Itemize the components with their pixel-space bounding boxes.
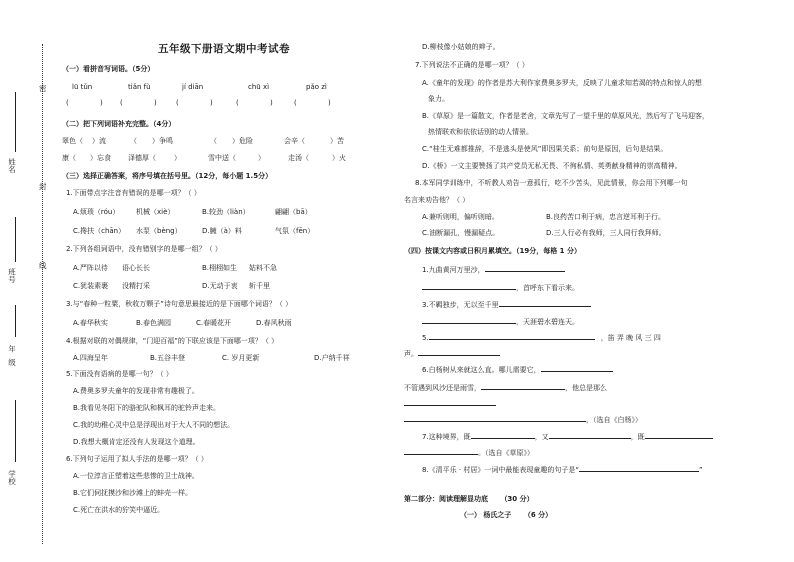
fill-7-blank-2[interactable] [549, 431, 631, 439]
q2-option-a2: 语心长长 [122, 264, 150, 272]
word-8b: ）火 [332, 154, 346, 162]
section-3-heading: （三）选择正确答案，将序号填在括号里。（12分，每小题 1.5分） [62, 172, 273, 180]
fill-5-line2-text: 声。 [404, 350, 418, 358]
fill-1-text: 1.九曲黄河万里沙， [422, 266, 485, 274]
q8-stem: 8.本军同学训练中，不听教人劝告一意孤行，吃不少苦头，见此情景，你会用下列哪一句 [415, 179, 688, 187]
label-name: 姓名 [7, 158, 17, 173]
q2-option-c2: 没精打采 [122, 282, 150, 290]
q4-option-a: A.四海呈年 [73, 354, 108, 362]
word-2b: ）争鸣 [152, 137, 173, 145]
fill-4-text: ，天涯碧水碧连天。 [516, 318, 579, 326]
q2-option-d: D.无动于衷 [202, 282, 238, 290]
q1-option-b2: 翩翩（bā） [275, 208, 312, 216]
q1-option-a2: 机械（xiè） [136, 208, 175, 216]
fill-7-ji: ，既 [630, 433, 645, 441]
q6-option-c: C.死亡在洪水的狞笑中逼近。 [73, 506, 165, 514]
word-2: （ [130, 137, 137, 145]
paren: ) [328, 99, 331, 107]
paren: ) [154, 99, 157, 107]
fill-6-line3 [404, 398, 496, 408]
fill-6-blank-2[interactable] [481, 382, 565, 390]
pinyin-5: pǎo zì [306, 83, 327, 91]
fill-6-source: ，（选自《白杨》） [586, 416, 642, 424]
q1-option-d: D.臃（à）料 [202, 227, 242, 235]
paren: ( [236, 99, 239, 107]
fill-2-text: ，首呼东下看示来。 [516, 284, 579, 292]
q8-option-d: D.三人行必有我师，三人同行我拜师。 [546, 229, 666, 237]
binding-dotted-line [42, 44, 43, 544]
q4-stem: 4.根据对联的对偶规律，“门迎百福”的下联应该是下面哪一项？（ ） [66, 337, 279, 345]
word-5b: ）忘食 [90, 154, 111, 162]
q1-option-d2: 气氛（fēn） [275, 227, 315, 235]
q8-option-b: B.良药苦口利于病，忠言逆耳利于行。 [546, 213, 666, 221]
label-class-number: 班号 [7, 268, 17, 283]
word-3b: ）危险 [232, 137, 253, 145]
seal-char-1: 密 [39, 84, 47, 93]
word-6b: ） [174, 154, 181, 162]
fill-7 [422, 431, 713, 441]
passage-1-score: （6 分） [523, 511, 553, 519]
fill-6-mid: ，他总是那么 [565, 384, 607, 392]
q2-option-b: B.栩栩如生 [202, 264, 238, 272]
paren: ) [100, 99, 103, 107]
q5-option-d: D.我想大概肯定还没有人发现这个道理。 [73, 438, 200, 446]
paren: ( [120, 99, 123, 107]
part-2-heading-text: 第二部分：阅读理解显功底 [404, 495, 488, 503]
word-7b: ） [258, 154, 265, 162]
q1-option-a: A.烦琐（róu） [73, 208, 120, 216]
fill-8 [422, 464, 703, 474]
word-3: （ [210, 137, 217, 145]
q8-option-c: C.油断漏孔，慢漏疑点。 [422, 229, 500, 237]
pinyin-3: jí diān [182, 83, 204, 91]
class-underline [15, 217, 16, 262]
fill-6-line2 [404, 382, 607, 392]
fill-7-line2 [404, 447, 534, 457]
q1-stem: 1.下面带点字注音有错误的是哪一项？（ ） [66, 189, 201, 197]
fill-7-blank-3[interactable] [645, 431, 713, 439]
fill-2-blank[interactable] [422, 282, 516, 290]
section-4-heading-text: （四）按课文内容或日积月累填空。（19分，每格 1 分） [404, 247, 581, 255]
fill-5 [422, 332, 661, 342]
fill-6-blank-3[interactable] [404, 398, 496, 406]
q8-stem-cont: 名言来劝告他？（ ） [404, 196, 470, 204]
fill-8-text: 8.《清平乐 · 村居》一词中最能表现童趣的句子是“ [422, 466, 579, 474]
q5-option-b: B.我看见冬阳下的骆驼队和枫耳的驼铃声走来。 [73, 404, 221, 412]
pinyin-4: chū xì [248, 83, 270, 91]
q6-stem: 6.下列句子运用了拟人手法的是哪一项？（ ） [66, 455, 208, 463]
fill-6-line2-text: 不管遇到风沙还是雨雪， [404, 384, 481, 392]
fill-1-blank[interactable] [485, 264, 565, 272]
q7-option-d: D.《桥》一文主要赞扬了共产党员无私无畏、不徇私情、英勇献身精神的崇高精神。 [422, 162, 682, 170]
word-6: 泽德厚（ [128, 154, 156, 162]
passage-1-heading [460, 512, 552, 519]
q3-option-a: A.春华秋实 [73, 319, 108, 327]
fill-8-end: ” [698, 466, 703, 474]
section-4-heading [404, 248, 581, 255]
word-8: 走汤（ [288, 154, 309, 162]
paren: ) [210, 99, 213, 107]
fill-4 [422, 316, 579, 326]
fill-4-blank[interactable] [422, 316, 516, 324]
fill-7-blank-4[interactable] [404, 447, 478, 455]
fill-1 [422, 264, 565, 274]
q7-option-c: C.“桂生无难都推辞，不是逃头是使风”即因果关系；前句是原因，后句是结果。 [422, 145, 668, 153]
q4-option-b: B.五谷丰登 [150, 354, 186, 362]
q6-option-d: D.柳枝像小姑娘的辫子。 [422, 43, 500, 51]
fill-word-row-1 [62, 138, 344, 145]
fill-5-line2-blank[interactable] [418, 348, 500, 356]
fill-3 [422, 299, 591, 309]
fill-7-blank-1[interactable] [471, 431, 535, 439]
word-1b: ）流 [92, 137, 106, 145]
q5-stem: 5.下面没有语病的是哪一句？（ ） [66, 370, 173, 378]
q5-option-a: A.费奥多罗夫童年的发现非常有趣极了。 [73, 387, 199, 395]
paren: ( [176, 99, 179, 107]
q8-option-a: A.兼听则明，偏听则暗。 [422, 213, 499, 221]
fill-6-text: 6.白杨树从来就这么直。哪儿需要它， [422, 366, 541, 374]
pinyin-1: lū tǔn [72, 83, 93, 91]
part-2-heading [404, 496, 534, 503]
name-underline [15, 92, 16, 152]
q7-option-a: A.《童年的发现》的作者是苏大利作家费奥多罗夫，反映了儿童求知若渴的特点和惊人的想 [422, 79, 702, 87]
grade-underline [15, 305, 16, 337]
paren: ) [270, 99, 273, 107]
fill-5-text: ，笛 弄 晚 风 三 四 [600, 334, 661, 342]
word-7: 雪中送（ [208, 154, 236, 162]
pinyin-answer-parens [66, 100, 331, 107]
label-school: 学校 [7, 470, 17, 485]
q1-option-c: C.搀扶（chān） [73, 227, 126, 235]
fill-3-text: 3.不羁独步，无以至千里 [422, 301, 499, 309]
fill-5-num: 5. [422, 334, 429, 342]
section-1-heading: （一）看拼音写词语。（5分） [62, 65, 155, 73]
q3-option-c: C.春暖花开 [196, 319, 232, 327]
pinyin-row [72, 84, 327, 91]
paren: ( [294, 99, 297, 107]
seal-char-3: 线 [39, 261, 47, 270]
word-4: 会辛（ [284, 137, 305, 145]
q2-stem: 2.下列各组词语中，没有错别字的是哪一组？（ ） [66, 245, 222, 253]
fill-7-text: 7.这种境界，既 [422, 433, 471, 441]
fill-2 [422, 282, 579, 292]
label-grade: 年级 [7, 345, 17, 372]
fill-6-blank[interactable] [541, 364, 613, 372]
q4-option-d: D.户纳千祥 [314, 354, 350, 362]
q2-option-a: A.严阵以待 [73, 264, 108, 272]
fill-6 [422, 364, 613, 374]
fill-8-blank[interactable] [579, 464, 699, 472]
passage-1-title: （一） 杨氏之子 [460, 511, 512, 519]
q5-option-c: C.我的幼稚心灵中总是浮现出对于大人不同的想法。 [73, 421, 235, 429]
q1-option-c2: 水泵（bèng） [136, 227, 182, 235]
q2-option-b2: 姑料不急 [249, 264, 277, 272]
q2-option-c: C.犹装素裹 [73, 282, 109, 290]
pinyin-2: tiǎn fù [128, 83, 151, 91]
fill-6-line4 [404, 414, 642, 424]
q3-option-d: D.春风秋雨 [256, 319, 292, 327]
school-underline [15, 400, 16, 462]
section-2-heading: （二）把下列词语补充完整。（4分） [62, 120, 176, 128]
part-2-score: （30 分） [500, 495, 534, 503]
q7-option-b: B.《草原》是一篇散文，作者是老舍，文章先写了一望千里的草原风光，然后写了飞马迎客， [422, 112, 710, 120]
fill-7-source: 。（选自《草原》） [478, 449, 534, 457]
word-5: 康（ [62, 154, 76, 162]
paren: ( [66, 99, 69, 107]
page-title: 五年级下册语文期中考试卷 [158, 43, 290, 55]
word-1: 翠色（ [62, 137, 83, 145]
q6-option-a: A.一位淳言正塑着这些悲惨的卫士战神。 [73, 472, 199, 480]
q2-option-d2: 斩千里 [249, 282, 270, 290]
q7-option-a-cont: 象力。 [428, 95, 449, 103]
q1-option-b: B.较劲（liàn） [202, 208, 250, 216]
seal-char-2: 封 [39, 182, 47, 191]
q6-option-b: B.它们伺抚摸沙和沙滩上的蚌壳一样。 [73, 489, 193, 497]
q3-option-b: B.春色满园 [136, 319, 172, 327]
q4-option-c: C. 岁月更新 [222, 354, 260, 362]
fill-5-blank[interactable] [429, 332, 595, 340]
q3-stem: 3.与“春种一粒粟，秋收万颗子”诗句意思最接近的是下面哪个词语？（ ） [66, 300, 293, 308]
fill-6-blank-4[interactable] [404, 414, 586, 422]
fill-word-row-2 [62, 155, 346, 162]
q7-stem: 7.下列说法不正确的是哪一项？（ ） [415, 61, 529, 69]
q7-option-b-cont: 热情联欢和依依话别的动人情景。 [428, 128, 533, 136]
word-4b: ）苦 [330, 137, 344, 145]
fill-5-line2 [404, 348, 500, 358]
fill-3-blank[interactable] [499, 299, 591, 307]
fill-7-you: ，又 [534, 433, 549, 441]
